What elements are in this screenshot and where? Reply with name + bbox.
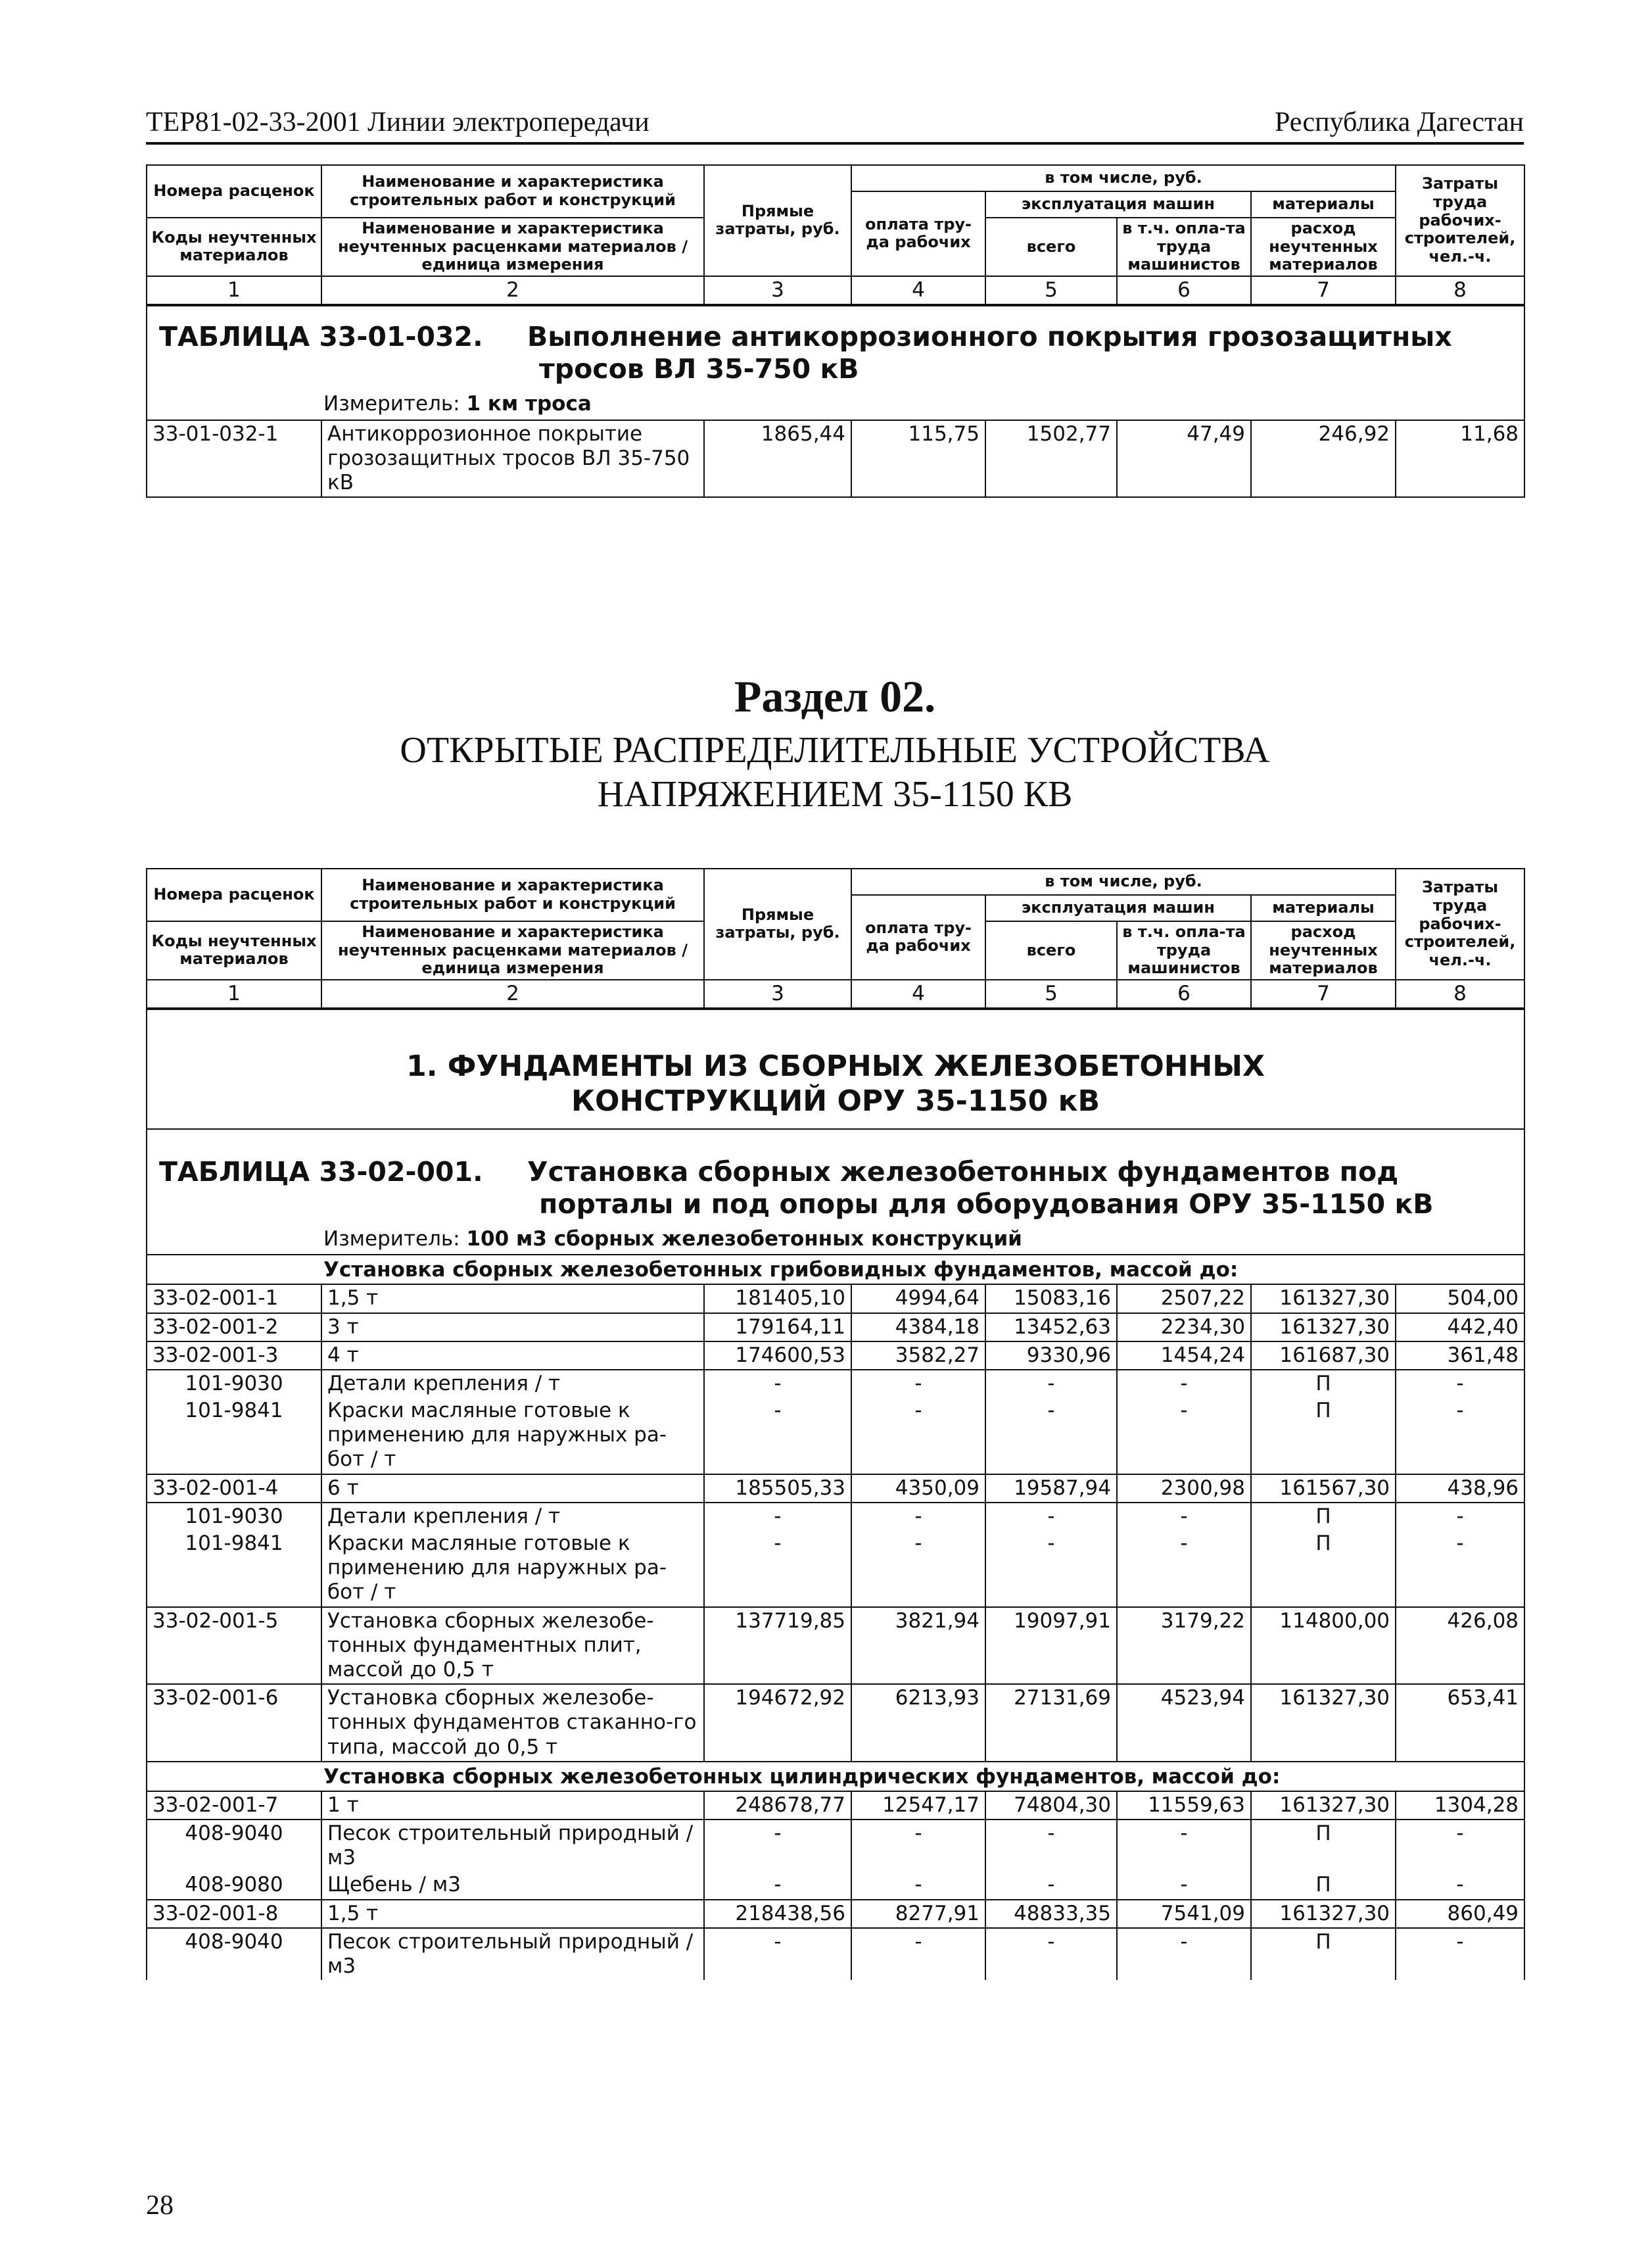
operator-pay: 11559,63 (1117, 1791, 1251, 1820)
table1-rows (147, 420, 1524, 498)
machines-total: - (985, 1820, 1117, 1871)
direct-costs: - (704, 1370, 851, 1397)
rate-row (147, 1900, 1524, 1928)
machines-total: 19587,94 (985, 1474, 1117, 1503)
labor-hours: - (1396, 1503, 1524, 1530)
rates-table-2 (146, 868, 1525, 1980)
rate-name: Песок строительный природный / м3 (321, 1928, 704, 1980)
material-row (147, 1871, 1524, 1899)
col-num: 1 (147, 276, 321, 305)
rate-code: 33-01-032-1 (147, 420, 321, 498)
machines-total: 15083,16 (985, 1284, 1117, 1313)
material-row (147, 1370, 1524, 1397)
column-numbers (147, 276, 1524, 305)
col-num: 2 (321, 276, 704, 305)
table-title-line2: порталы и под опоры для оборудования ОРУ 35-1150 кВ (539, 1188, 1434, 1220)
table-label: ТАБЛИЦА 33-02-001. (159, 1155, 483, 1188)
worker-pay: - (851, 1397, 985, 1474)
hdr-materials: материалы (1251, 191, 1396, 218)
table2-group1-rows (147, 1284, 1524, 1761)
direct-costs: 174600,53 (704, 1341, 851, 1370)
hdr-rate-numbers: Номера расценок (147, 869, 321, 921)
rate-row (147, 1284, 1524, 1313)
hdr-including: в том числе, руб. (851, 869, 1396, 895)
part-title-line1: 1. ФУНДАМЕНТЫ ИЗ СБОРНЫХ ЖЕЛЕЗОБЕТОННЫХ (406, 1049, 1265, 1083)
direct-costs: - (704, 1397, 851, 1474)
labor-hours: - (1396, 1820, 1524, 1871)
region-name: Республика Дагестан (1274, 107, 1524, 137)
direct-costs: 1865,44 (704, 420, 851, 498)
operator-pay: 1454,24 (1117, 1341, 1251, 1370)
labor-hours: 426,08 (1396, 1607, 1524, 1685)
rate-name: 1,5 т (321, 1284, 704, 1313)
rate-code: 33-02-001-6 (147, 1684, 321, 1762)
rate-row (147, 420, 1524, 498)
operator-pay: - (1117, 1503, 1251, 1530)
meter-value: 1 км троса (466, 392, 592, 416)
labor-hours: 1304,28 (1396, 1791, 1524, 1820)
hdr-worker-pay: оплата тру-да рабочих (851, 191, 985, 276)
col-num: 6 (1117, 980, 1251, 1009)
operator-pay: 4523,94 (1117, 1684, 1251, 1762)
col-num: 4 (851, 276, 985, 305)
material-usage: П (1251, 1503, 1396, 1530)
worker-pay: - (851, 1928, 985, 1980)
measurement-unit (147, 1224, 1524, 1255)
worker-pay: 4350,09 (851, 1474, 985, 1503)
rate-row (147, 1684, 1524, 1762)
worker-pay: 4994,64 (851, 1284, 985, 1313)
hdr-material-usage: расход неучтенных материалов (1251, 218, 1396, 276)
rate-code: 33-02-001-2 (147, 1313, 321, 1341)
labor-hours: 442,40 (1396, 1313, 1524, 1341)
table-label: ТАБЛИЦА 33-01-032. (159, 320, 483, 352)
operator-pay: - (1117, 1871, 1251, 1899)
labor-hours: - (1396, 1370, 1524, 1397)
material-row (147, 1820, 1524, 1871)
hdr-work-name: Наименование и характеристика строительных работ и конструкций (321, 165, 704, 218)
direct-costs: - (704, 1530, 851, 1607)
machines-total: - (985, 1928, 1117, 1980)
col-num: 7 (1251, 980, 1396, 1009)
section-subtitle-line2: НАПРЯЖЕНИЕМ 35-1150 КВ (597, 774, 1073, 815)
rate-name: 6 т (321, 1474, 704, 1503)
operator-pay: - (1117, 1370, 1251, 1397)
rate-code: 408-9040 (147, 1928, 321, 1980)
labor-hours: 11,68 (1396, 420, 1524, 498)
rate-code: 33-02-001-4 (147, 1474, 321, 1503)
col-num: 5 (985, 276, 1117, 305)
machines-total: 9330,96 (985, 1341, 1117, 1370)
section-subtitle (146, 729, 1524, 817)
table-title (147, 1129, 1524, 1224)
hdr-work-name: Наименование и характеристика строительных работ и конструкций (321, 869, 704, 921)
running-header (146, 105, 1524, 145)
worker-pay: - (851, 1370, 985, 1397)
direct-costs: - (704, 1928, 851, 1980)
operator-pay: 47,49 (1117, 420, 1251, 498)
material-usage: 161687,30 (1251, 1341, 1396, 1370)
direct-costs: 181405,10 (704, 1284, 851, 1313)
rates-table-1 (146, 164, 1525, 498)
rate-code: 33-02-001-1 (147, 1284, 321, 1313)
col-num: 7 (1251, 276, 1396, 305)
direct-costs: 218438,56 (704, 1900, 851, 1928)
rate-row (147, 1607, 1524, 1685)
direct-costs: 185505,33 (704, 1474, 851, 1503)
rate-row (147, 1791, 1524, 1820)
hdr-direct-costs: Прямые затраты, руб. (704, 869, 851, 980)
col-num: 8 (1396, 276, 1524, 305)
col-num: 8 (1396, 980, 1524, 1009)
direct-costs: - (704, 1820, 851, 1871)
table-title (147, 305, 1524, 389)
material-usage: 161567,30 (1251, 1474, 1396, 1503)
material-usage: 246,92 (1251, 420, 1396, 498)
col-num: 1 (147, 980, 321, 1009)
direct-costs: 194672,92 (704, 1684, 851, 1762)
material-usage: 161327,30 (1251, 1791, 1396, 1820)
col-num: 3 (704, 276, 851, 305)
hdr-machines-total: всего (985, 218, 1117, 276)
rate-name: Детали крепления / т (321, 1503, 704, 1530)
rate-name: Установка сборных железобе-тонных фундаментов стаканно-го типа, массой до 0,5 т (321, 1684, 704, 1762)
rate-code: 101-9030 (147, 1503, 321, 1530)
operator-pay: - (1117, 1530, 1251, 1607)
hdr-direct-costs: Прямые затраты, руб. (704, 165, 851, 276)
operator-pay: 3179,22 (1117, 1607, 1251, 1685)
worker-pay: - (851, 1503, 985, 1530)
hdr-machines-total: всего (985, 921, 1117, 980)
material-usage: П (1251, 1530, 1396, 1607)
col-num: 5 (985, 980, 1117, 1009)
col-num: 3 (704, 980, 851, 1009)
material-usage: 114800,00 (1251, 1607, 1396, 1685)
doc-code: ТЕР81-02-33-2001 Линии электропередачи (146, 107, 649, 137)
operator-pay: 7541,09 (1117, 1900, 1251, 1928)
rate-name: Установка сборных железобе-тонных фундаментных плит, массой до 0,5 т (321, 1607, 704, 1685)
labor-hours: 860,49 (1396, 1900, 1524, 1928)
material-usage: П (1251, 1871, 1396, 1899)
machines-total: 74804,30 (985, 1791, 1117, 1820)
material-usage: 161327,30 (1251, 1284, 1396, 1313)
hdr-labor: Затраты труда рабочих-строителей, чел.-ч. (1396, 869, 1524, 980)
col-num: 4 (851, 980, 985, 1009)
worker-pay: 6213,93 (851, 1684, 985, 1762)
hdr-operator-pay: в т.ч. опла-та труда машинистов (1117, 921, 1251, 980)
labor-hours: 504,00 (1396, 1284, 1524, 1313)
material-usage: 161327,30 (1251, 1900, 1396, 1928)
rate-name: 3 т (321, 1313, 704, 1341)
direct-costs: 248678,77 (704, 1791, 851, 1820)
part-title (147, 1009, 1524, 1129)
column-numbers (147, 980, 1524, 1009)
page-number: 28 (146, 2190, 174, 2221)
hdr-material-codes: Коды неучтенных материалов (147, 921, 321, 980)
operator-pay: 2234,30 (1117, 1313, 1251, 1341)
worker-pay: 3821,94 (851, 1607, 985, 1685)
rate-code: 33-02-001-3 (147, 1341, 321, 1370)
material-row (147, 1503, 1524, 1530)
group-heading: Установка сборных железобетонных грибовидных фундаментов, массой до: (147, 1255, 1524, 1284)
meter-value: 100 м3 сборных железобетонных конструкций (466, 1226, 1022, 1251)
labor-hours: - (1396, 1397, 1524, 1474)
worker-pay: 4384,18 (851, 1313, 985, 1341)
hdr-machines: эксплуатация машин (985, 895, 1251, 921)
hdr-including: в том числе, руб. (851, 165, 1396, 191)
machines-total: 13452,63 (985, 1313, 1117, 1341)
hdr-rate-numbers: Номера расценок (147, 165, 321, 218)
hdr-materials: материалы (1251, 895, 1396, 921)
material-usage: 161327,30 (1251, 1684, 1396, 1762)
material-row (147, 1397, 1524, 1474)
table-title-line2: тросов ВЛ 35-750 кВ (539, 353, 859, 385)
rate-code: 33-02-001-5 (147, 1607, 321, 1685)
hdr-material-name: Наименование и характеристика неучтенных расценками материалов / единица измерения (321, 218, 704, 276)
rate-row (147, 1341, 1524, 1370)
rate-row (147, 1474, 1524, 1503)
operator-pay: 2507,22 (1117, 1284, 1251, 1313)
operator-pay: - (1117, 1397, 1251, 1474)
worker-pay: 3582,27 (851, 1341, 985, 1370)
labor-hours: - (1396, 1871, 1524, 1899)
hdr-labor: Затраты труда рабочих-строителей, чел.-ч. (1396, 165, 1524, 276)
part-title-line2: КОНСТРУКЦИЙ ОРУ 35-1150 кВ (571, 1084, 1100, 1118)
rate-code: 408-9080 (147, 1871, 321, 1899)
machines-total: - (985, 1397, 1117, 1474)
material-usage: П (1251, 1820, 1396, 1871)
worker-pay: 115,75 (851, 420, 985, 498)
machines-total: - (985, 1530, 1117, 1607)
direct-costs: - (704, 1871, 851, 1899)
rate-name: Детали крепления / т (321, 1370, 704, 1397)
hdr-worker-pay: оплата тру-да рабочих (851, 895, 985, 980)
material-usage: П (1251, 1928, 1396, 1980)
machines-total: - (985, 1871, 1117, 1899)
rate-name: 1,5 т (321, 1900, 704, 1928)
rate-name: Щебень / м3 (321, 1871, 704, 1899)
table-title-line1: Установка сборных железобетонных фундаментов под (527, 1155, 1399, 1188)
rate-name: Краски масляные готовые к применению для наружных ра-бот / т (321, 1530, 704, 1607)
meter-label: Измеритель: (323, 392, 460, 416)
material-usage: П (1251, 1397, 1396, 1474)
rate-name: Краски масляные готовые к применению для наружных ра-бот / т (321, 1397, 704, 1474)
col-num: 6 (1117, 276, 1251, 305)
rate-code: 408-9040 (147, 1820, 321, 1871)
meter-label: Измеритель: (323, 1226, 460, 1251)
labor-hours: 361,48 (1396, 1341, 1524, 1370)
worker-pay: - (851, 1820, 985, 1871)
hdr-material-usage: расход неучтенных материалов (1251, 921, 1396, 980)
rate-name: Антикоррозионное покрытие грозозащитных тросов ВЛ 35-750 кВ (321, 420, 704, 498)
hdr-operator-pay: в т.ч. опла-та труда машинистов (1117, 218, 1251, 276)
machines-total: 48833,35 (985, 1900, 1117, 1928)
operator-pay: 2300,98 (1117, 1474, 1251, 1503)
material-row (147, 1928, 1524, 1980)
machines-total: - (985, 1503, 1117, 1530)
worker-pay: - (851, 1871, 985, 1899)
measurement-unit (147, 389, 1524, 420)
rate-code: 33-02-001-8 (147, 1900, 321, 1928)
direct-costs: 137719,85 (704, 1607, 851, 1685)
machines-total: - (985, 1370, 1117, 1397)
labor-hours: - (1396, 1928, 1524, 1980)
section-title: Раздел 02. (734, 671, 936, 721)
group-heading: Установка сборных железобетонных цилиндрических фундаментов, массой до: (147, 1762, 1524, 1791)
material-row (147, 1530, 1524, 1607)
operator-pay: - (1117, 1820, 1251, 1871)
machines-total: 27131,69 (985, 1684, 1117, 1762)
labor-hours: 653,41 (1396, 1684, 1524, 1762)
section-subtitle-line1: ОТКРЫТЫЕ РАСПРЕДЕЛИТЕЛЬНЫЕ УСТРОЙСТВА (400, 730, 1270, 771)
direct-costs: - (704, 1503, 851, 1530)
table-title-line1: Выполнение антикоррозионного покрытия грозозащитных (527, 320, 1452, 352)
rate-row (147, 1313, 1524, 1341)
rate-name: Песок строительный природный / м3 (321, 1820, 704, 1871)
direct-costs: 179164,11 (704, 1313, 851, 1341)
worker-pay: 8277,91 (851, 1900, 985, 1928)
machines-total: 1502,77 (985, 420, 1117, 498)
rate-code: 101-9841 (147, 1397, 321, 1474)
hdr-machines: эксплуатация машин (985, 191, 1251, 218)
rate-code: 101-9841 (147, 1530, 321, 1607)
worker-pay: 12547,17 (851, 1791, 985, 1820)
rate-code: 33-02-001-7 (147, 1791, 321, 1820)
table2-group2-rows (147, 1791, 1524, 1980)
material-usage: П (1251, 1370, 1396, 1397)
rate-name: 1 т (321, 1791, 704, 1820)
labor-hours: - (1396, 1530, 1524, 1607)
material-usage: 161327,30 (1251, 1313, 1396, 1341)
hdr-material-name: Наименование и характеристика неучтенных расценками материалов / единица измерения (321, 921, 704, 980)
rate-name: 4 т (321, 1341, 704, 1370)
operator-pay: - (1117, 1928, 1251, 1980)
labor-hours: 438,96 (1396, 1474, 1524, 1503)
machines-total: 19097,91 (985, 1607, 1117, 1685)
hdr-material-codes: Коды неучтенных материалов (147, 218, 321, 276)
worker-pay: - (851, 1530, 985, 1607)
rate-code: 101-9030 (147, 1370, 321, 1397)
col-num: 2 (321, 980, 704, 1009)
